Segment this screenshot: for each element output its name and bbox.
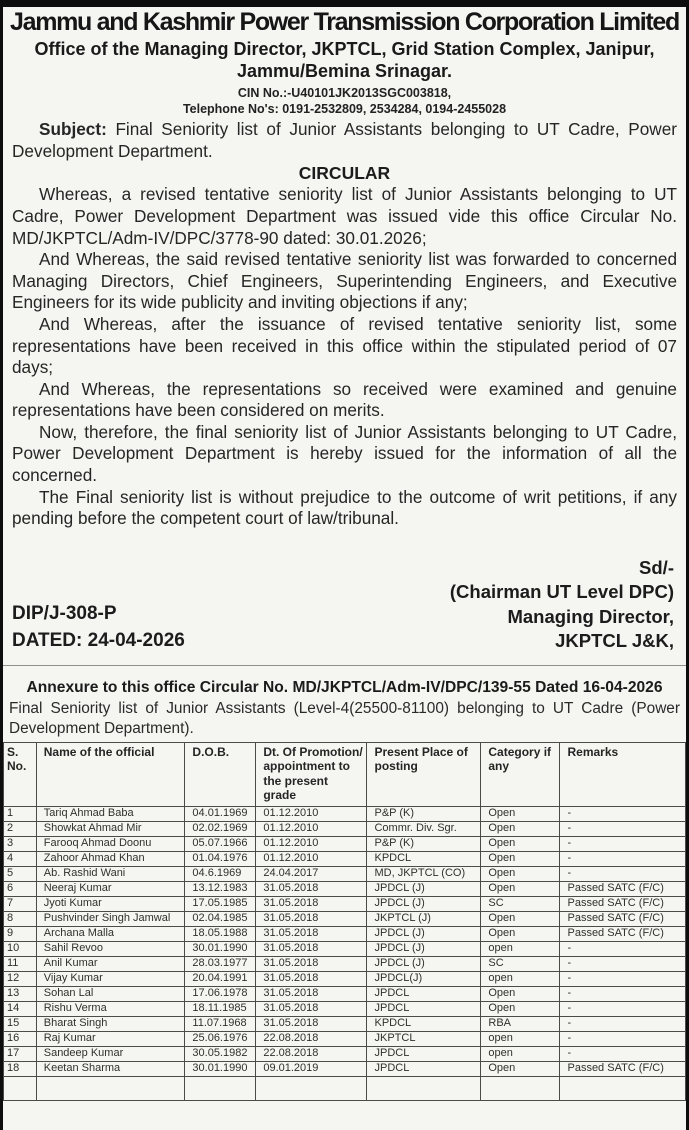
table-row	[4, 866, 686, 881]
paragraph-whereas-4: And Whereas, the representations so received were examined and genuine representations have been considered on merits.	[12, 378, 677, 421]
table-cell: KPDCL	[367, 1016, 481, 1031]
subject-text: Final Seniority list of Junior Assistants belonging to UT Cadre, Power Development Department.	[12, 119, 677, 161]
table-cell: -	[560, 836, 686, 851]
table-cell: 30.01.1990	[185, 1061, 256, 1076]
column-header-remarks: Remarks	[560, 742, 686, 806]
table-cell: 17.06.1978	[185, 986, 256, 1001]
table-cell: JPDCL (J)	[367, 881, 481, 896]
table-cell: 31.05.2018	[256, 1001, 367, 1016]
table-cell: 22.08.2018	[256, 1046, 367, 1061]
table-cell: -	[560, 1016, 686, 1031]
managing-director-line: Managing Director,	[507, 605, 674, 627]
table-row	[4, 956, 686, 971]
table-cell: 01.12.2010	[256, 821, 367, 836]
table-header-row	[4, 742, 686, 806]
table-cell: 11.07.1968	[185, 1016, 256, 1031]
table-cell: Open	[481, 986, 560, 1001]
table-cell: Ab. Rashid Wani	[36, 866, 185, 881]
table-cell: 09.01.2019	[256, 1061, 367, 1076]
table-cell: KPDCL	[367, 851, 481, 866]
table-cell: Open	[481, 836, 560, 851]
column-header-posting-place: Present Place of posting	[367, 742, 481, 806]
table-cell: 16	[4, 1031, 37, 1046]
table-cell: Archana Malla	[36, 926, 185, 941]
section-divider	[3, 665, 686, 666]
table-cell: Passed SATC (F/C)	[560, 896, 686, 911]
table-row	[4, 836, 686, 851]
sd-line: Sd/-	[639, 556, 674, 578]
office-address-line: Office of the Managing Director, JKPTCL, Grid Station Complex, Janipur, Jammu/Bemina Srinagar.	[34, 39, 655, 81]
table-row	[4, 911, 686, 926]
table-cell: 6	[4, 881, 37, 896]
table-cell: 15	[4, 1016, 37, 1031]
table-cell: JKPTCL	[367, 1031, 481, 1046]
reference-number: DIP/J-308-P	[12, 602, 117, 624]
table-cell: Neeraj Kumar	[36, 881, 185, 896]
paragraph-now-therefore: Now, therefore, the final seniority list of Junior Assistants belonging to UT Cadre, Power Development Department is hereby issued for the information of all the concerned.	[12, 421, 677, 486]
table-cell: 13.12.1983	[185, 881, 256, 896]
paragraph-whereas-2: And Whereas, the said revised tentative seniority list was forwarded to concerned Managing Directors, Chief Engineers, Superintending Engineers, and Executive Engineers for its wide publicity and inviting objections if any;	[12, 249, 677, 313]
table-cell: Open	[481, 881, 560, 896]
table-cell	[185, 1076, 256, 1100]
table-row	[4, 926, 686, 941]
table-cell: Passed SATC (F/C)	[560, 926, 686, 941]
telephone-line: Telephone No's: 0191-2532809, 2534284, 0194-2455028	[182, 101, 507, 116]
chairman-designation: (Chairman UT Level DPC)	[449, 581, 674, 603]
table-cell: -	[560, 986, 686, 1001]
table-cell: open	[481, 1031, 560, 1046]
table-cell: 31.05.2018	[256, 986, 367, 1001]
table-cell: P&P (K)	[367, 806, 481, 821]
table-cell: 24.04.2017	[256, 866, 367, 881]
table-cell: 8	[4, 911, 37, 926]
table-row	[4, 1001, 686, 1016]
table-cell	[367, 1076, 481, 1100]
table-cell: open	[481, 941, 560, 956]
table-cell: Passed SATC (F/C)	[560, 881, 686, 896]
table-row	[4, 1016, 686, 1031]
organization-title: Jammu and Kashmir Power Transmission Corporation Limited	[9, 8, 680, 36]
table-cell: Sandeep Kumar	[36, 1046, 185, 1061]
table-cell: 02.02.1969	[185, 821, 256, 836]
annexure-section	[3, 674, 686, 739]
table-cell: 31.05.2018	[256, 971, 367, 986]
table-cell: JPDCL(J)	[367, 971, 481, 986]
signatory-details	[450, 556, 674, 654]
table-row	[4, 1061, 686, 1076]
table-cell: 04.01.1969	[185, 806, 256, 821]
table-cell: JPDCL (J)	[367, 926, 481, 941]
table-cell: 31.05.2018	[256, 941, 367, 956]
column-header-promotion-date: Dt. Of Promotion/ appointment to the present grade	[256, 742, 367, 806]
subject-label: Subject:	[39, 119, 107, 140]
seniority-table	[3, 742, 686, 1101]
table-cell: 05.07.1966	[185, 836, 256, 851]
table-cell: 9	[4, 926, 37, 941]
annexure-heading: Annexure to this office Circular No. MD/JKPTCL/Adm-IV/DPC/139-55 Dated 16-04-2026	[26, 678, 663, 696]
table-cell: 7	[4, 896, 37, 911]
table-row	[4, 821, 686, 836]
table-cell: Zahoor Ahmad Khan	[36, 851, 185, 866]
circular-heading: CIRCULAR	[298, 163, 391, 184]
table-cell: -	[560, 1001, 686, 1016]
table-cell: Anil Kumar	[36, 956, 185, 971]
subject-line	[12, 119, 677, 162]
paragraph-whereas-1: Whereas, a revised tentative seniority list of Junior Assistants belonging to UT Cadre, Power Development Department was issued vide this office Circular No. MD/JKPTCL/Adm-IV/DPC/3778-90 dated: 30.01.2026;	[12, 184, 677, 248]
table-cell: 5	[4, 866, 37, 881]
table-cell: MD, JKPTCL (CO)	[367, 866, 481, 881]
table-cell: 12	[4, 971, 37, 986]
table-cell: Bharat Singh	[36, 1016, 185, 1031]
table-cell: 30.05.1982	[185, 1046, 256, 1061]
table-cell: -	[560, 941, 686, 956]
organization-abbrev-line: JKPTCL J&K,	[555, 630, 674, 652]
table-cell: Rishu Verma	[36, 1001, 185, 1016]
table-cell: Tariq Ahmad Baba	[36, 806, 185, 821]
table-cell: JPDCL	[367, 986, 481, 1001]
table-cell: 1	[4, 806, 37, 821]
table-cell: -	[560, 821, 686, 836]
table-cell: Open	[481, 1001, 560, 1016]
table-cell: JPDCL	[367, 1001, 481, 1016]
table-cell: Open	[481, 866, 560, 881]
table-row	[4, 941, 686, 956]
column-header-sno: S. No.	[4, 742, 37, 806]
table-cell: -	[560, 971, 686, 986]
table-cell: 3	[4, 836, 37, 851]
cin-number-line: CIN No.:-U40101JK2013SGC003818,	[237, 85, 452, 100]
table-cell: Open	[481, 806, 560, 821]
table-cell: -	[560, 956, 686, 971]
table-cell: -	[560, 806, 686, 821]
table-cell: 10	[4, 941, 37, 956]
circular-body	[3, 117, 686, 530]
table-cell: RBA	[481, 1016, 560, 1031]
table-cell: 31.05.2018	[256, 881, 367, 896]
paragraph-final-note: The Final seniority list is without prejudice to the outcome of writ petitions, if any pending before the competent court of law/tribunal.	[12, 486, 677, 529]
seniority-table-body	[4, 806, 686, 1076]
table-cell: Open	[481, 1061, 560, 1076]
table-cell	[4, 1076, 37, 1100]
table-cell: Keetan Sharma	[36, 1061, 185, 1076]
table-cell: JKPTCL (J)	[367, 911, 481, 926]
empty-table-row	[4, 1076, 686, 1100]
table-cell: 22.08.2018	[256, 1031, 367, 1046]
table-cell: Raj Kumar	[36, 1031, 185, 1046]
table-cell: 31.05.2018	[256, 1016, 367, 1031]
table-cell: 28.03.1977	[185, 956, 256, 971]
table-cell: 31.05.2018	[256, 956, 367, 971]
table-cell: Passed SATC (F/C)	[560, 1061, 686, 1076]
table-row	[4, 806, 686, 821]
table-cell: 31.05.2018	[256, 911, 367, 926]
table-row	[4, 971, 686, 986]
table-cell: 18	[4, 1061, 37, 1076]
column-header-category: Category if any	[481, 742, 560, 806]
table-cell: JPDCL (J)	[367, 956, 481, 971]
table-cell: 02.04.1985	[185, 911, 256, 926]
table-cell: -	[560, 1031, 686, 1046]
table-cell	[560, 1076, 686, 1100]
table-cell: Pushvinder Singh Jamwal	[36, 911, 185, 926]
table-cell: Passed SATC (F/C)	[560, 911, 686, 926]
paragraph-whereas-3: And Whereas, after the issuance of revised tentative seniority list, some representations have been received in this office within the stipulated period of 07 days;	[12, 313, 677, 378]
table-row	[4, 1046, 686, 1061]
annexure-subheading: Final Seniority list of Junior Assistants (Level-4(25500-81100) belonging to UT Cadre (Power Development Department).	[9, 699, 680, 737]
table-cell: 01.12.2010	[256, 806, 367, 821]
table-cell: 14	[4, 1001, 37, 1016]
table-cell: 17.05.1985	[185, 896, 256, 911]
table-cell: SC	[481, 956, 560, 971]
table-cell: 2	[4, 821, 37, 836]
table-cell: open	[481, 971, 560, 986]
table-cell: 11	[4, 956, 37, 971]
table-cell: Open	[481, 821, 560, 836]
table-cell: Sohan Lal	[36, 986, 185, 1001]
table-cell: Open	[481, 911, 560, 926]
table-cell: 01.04.1976	[185, 851, 256, 866]
table-cell: 31.05.2018	[256, 926, 367, 941]
table-row	[4, 896, 686, 911]
table-cell: 04.6.1969	[185, 866, 256, 881]
table-cell	[36, 1076, 185, 1100]
table-cell	[481, 1076, 560, 1100]
issue-date: DATED: 24-04-2026	[12, 629, 185, 651]
table-cell: 18.05.1988	[185, 926, 256, 941]
table-cell: 17	[4, 1046, 37, 1061]
table-row	[4, 851, 686, 866]
table-cell: -	[560, 866, 686, 881]
table-cell: 25.06.1976	[185, 1031, 256, 1046]
column-header-dob: D.O.B.	[185, 742, 256, 806]
table-cell: 31.05.2018	[256, 896, 367, 911]
table-cell: Open	[481, 851, 560, 866]
table-cell: 13	[4, 986, 37, 1001]
table-cell: Open	[481, 926, 560, 941]
signature-block	[3, 556, 686, 654]
table-cell: Vijay Kumar	[36, 971, 185, 986]
reference-and-date	[12, 600, 185, 654]
table-cell: -	[560, 1046, 686, 1061]
table-cell: 4	[4, 851, 37, 866]
table-cell: Sahil Revoo	[36, 941, 185, 956]
table-cell: JPDCL	[367, 1061, 481, 1076]
table-cell: 30.01.1990	[185, 941, 256, 956]
table-cell: 01.12.2010	[256, 836, 367, 851]
table-cell: 18.11.1985	[185, 1001, 256, 1016]
table-row	[4, 1031, 686, 1046]
table-row	[4, 986, 686, 1001]
table-cell: Jyoti Kumar	[36, 896, 185, 911]
table-cell: open	[481, 1046, 560, 1061]
table-cell: JPDCL (J)	[367, 941, 481, 956]
column-header-name: Name of the official	[36, 742, 185, 806]
table-cell: -	[560, 851, 686, 866]
table-cell: 01.12.2010	[256, 851, 367, 866]
table-cell: P&P (K)	[367, 836, 481, 851]
table-row	[4, 881, 686, 896]
table-cell: Commr. Div. Sgr.	[367, 821, 481, 836]
table-cell: Farooq Ahmad Doonu	[36, 836, 185, 851]
table-cell: SC	[481, 896, 560, 911]
table-cell: Showkat Ahmad Mir	[36, 821, 185, 836]
table-cell: JPDCL (J)	[367, 896, 481, 911]
table-cell	[256, 1076, 367, 1100]
table-cell: 20.04.1991	[185, 971, 256, 986]
table-cell: JPDCL	[367, 1046, 481, 1061]
